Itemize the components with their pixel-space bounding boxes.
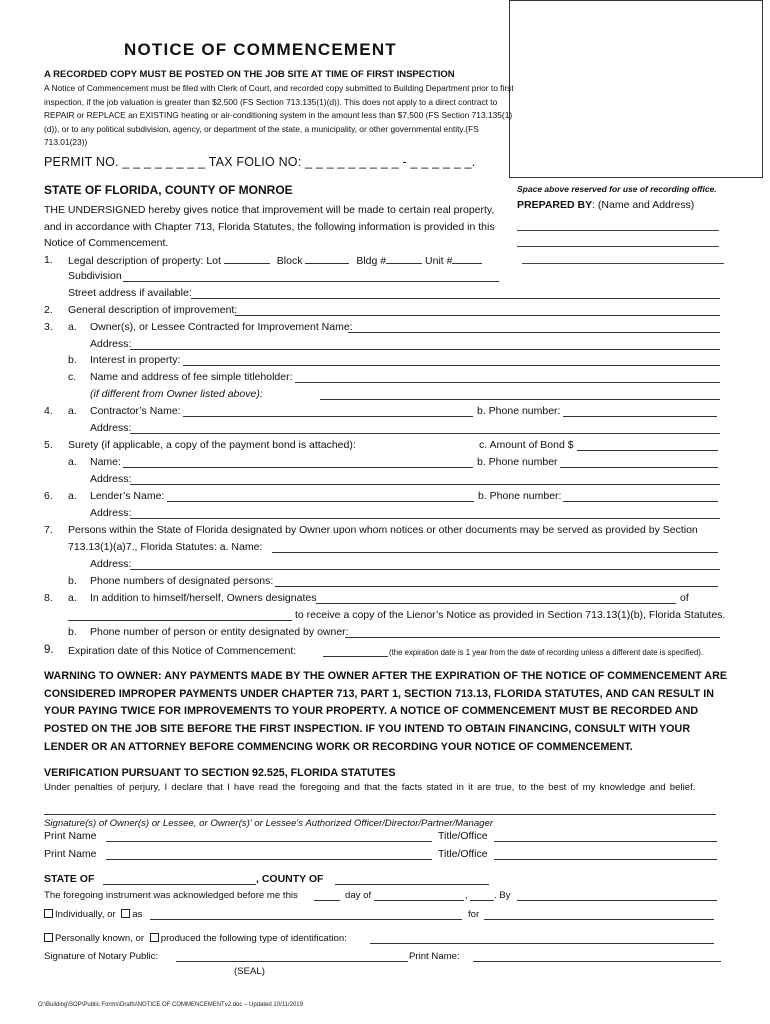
- legal-description-row: Legal description of property: Lot Block Bldg # Unit #: [68, 254, 482, 267]
- notary-print-name-field[interactable]: [473, 961, 721, 962]
- unit-field[interactable]: [452, 254, 482, 264]
- designated-phone-label: Phone number of person or entity designated by owner:: [90, 626, 349, 638]
- designated-name-label: 713.13(1)(a)7., Florida Statutes: a. Name:: [68, 541, 263, 553]
- title-office-field-2[interactable]: [494, 859, 717, 860]
- notary-county-field[interactable]: [335, 884, 489, 885]
- item-4a: a.: [68, 405, 77, 417]
- item-9-number: 9.: [44, 644, 54, 656]
- lienor-notice-recipient-field[interactable]: [68, 620, 292, 621]
- title-office-field-1[interactable]: [494, 841, 717, 842]
- item-7-number: 7.: [44, 524, 53, 536]
- item-8a: a.: [68, 592, 77, 604]
- prepared-by-line-3[interactable]: [522, 263, 724, 264]
- owner-address-label: Address:: [90, 338, 132, 350]
- contractor-name-label: Contractor’s Name:: [90, 405, 181, 417]
- identification-type-field[interactable]: [370, 943, 714, 944]
- acknowledged-year-field[interactable]: [470, 900, 494, 901]
- block-field[interactable]: [305, 254, 349, 264]
- subdivision-field[interactable]: [123, 281, 499, 282]
- interest-label: Interest in property:: [90, 354, 181, 366]
- item-5a: a.: [68, 456, 77, 468]
- personally-known-row: Personally known, or produced the following type of identification:: [44, 933, 347, 944]
- improvement-field[interactable]: [235, 315, 720, 316]
- expiration-label: Expiration date of this Notice of Commencement:: [68, 645, 297, 657]
- bldg-field[interactable]: [386, 254, 422, 264]
- lender-name-field[interactable]: [167, 501, 474, 502]
- street-address-label: Street address if available:: [68, 287, 192, 299]
- print-name-field-2[interactable]: [106, 859, 432, 860]
- individually-checkbox[interactable]: [44, 909, 53, 918]
- fee-simple-field[interactable]: [295, 382, 720, 383]
- as-capacity-field[interactable]: [150, 919, 462, 920]
- fee-simple-field-2[interactable]: [320, 399, 720, 400]
- designated-persons-text: Persons within the State of Florida designated by Owner upon whom notices or other documents may be served as provided by Section: [68, 524, 698, 536]
- owner-address-field[interactable]: [130, 349, 720, 350]
- acknowledged-by-field[interactable]: [517, 900, 717, 901]
- contractor-name-field[interactable]: [183, 416, 473, 417]
- for-label: for: [468, 909, 480, 920]
- notary-signature-label: Signature of Notary Public:: [44, 951, 159, 962]
- surety-label: Surety (if applicable, a copy of the payment bond is attached):: [68, 439, 356, 451]
- item-1-number: 1.: [44, 254, 53, 266]
- item-4-number: 4.: [44, 405, 53, 417]
- improvement-label: General description of improvement:: [68, 304, 238, 316]
- prepared-by-line-1[interactable]: [517, 230, 719, 231]
- reserved-space-note: Space above reserved for use of recording office.: [517, 184, 717, 194]
- fee-simple-label: Name and address of fee simple titleholder:: [90, 371, 293, 383]
- acknowledged-text: The foregoing instrument was acknowledged before me this: [44, 890, 298, 901]
- designated-phone-field[interactable]: [345, 637, 720, 638]
- bond-amount-field[interactable]: [577, 450, 718, 451]
- print-name-label-1: Print Name: [44, 830, 97, 842]
- notary-seal-label: (SEAL): [234, 966, 265, 977]
- item-3b: b.: [68, 354, 77, 366]
- lender-address-field[interactable]: [130, 518, 720, 519]
- prepared-by-line-2[interactable]: [517, 246, 719, 247]
- item-8-number: 8.: [44, 592, 53, 604]
- owner-signature-field[interactable]: [44, 814, 716, 815]
- item-5-number: 5.: [44, 439, 53, 451]
- personally-known-checkbox[interactable]: [44, 933, 53, 942]
- lienor-notice-text: to receive a copy of the Lienor’s Notice as provided in Section 713.13(1)(b), Florida Statutes.: [295, 609, 726, 621]
- acknowledged-by-label: . By: [494, 890, 511, 901]
- item-7b: b.: [68, 575, 77, 587]
- item-2-number: 2.: [44, 304, 53, 316]
- verification-statement: Under penalties of perjury, I declare that I have read the foregoing and that the facts stated in it are true, to the best of my knowledge and belief.: [44, 782, 696, 793]
- individually-row: Individually, or as: [44, 909, 142, 920]
- contractor-phone-label: b. Phone number:: [477, 405, 561, 417]
- designated-name-field[interactable]: [272, 552, 718, 553]
- contractor-phone-field[interactable]: [563, 416, 717, 417]
- item-6a: a.: [68, 490, 77, 502]
- day-of-label: day of: [345, 890, 372, 901]
- as-checkbox[interactable]: [121, 909, 130, 918]
- acknowledged-month-field[interactable]: [374, 900, 464, 901]
- owner-designates-field[interactable]: [316, 603, 676, 604]
- lender-address-label: Address:: [90, 507, 132, 519]
- owner-designates-label: In addition to himself/herself, Owners designates: [90, 592, 317, 604]
- form-title: NOTICE OF COMMENCEMENT: [124, 40, 397, 59]
- street-address-field[interactable]: [191, 298, 720, 299]
- item-3c: c.: [68, 371, 77, 383]
- notary-state-label: STATE OF: [44, 873, 95, 885]
- notary-print-name-label: Print Name:: [409, 951, 460, 962]
- acknowledged-day-field[interactable]: [314, 900, 340, 901]
- produced-id-checkbox[interactable]: [150, 933, 159, 942]
- for-entity-field[interactable]: [484, 919, 714, 920]
- prepared-by-label: PREPARED BY: (Name and Address): [517, 199, 695, 211]
- posting-requirement: A RECORDED COPY MUST BE POSTED ON THE JOB SITE AT TIME OF FIRST INSPECTION: [44, 69, 455, 80]
- item-3-number: 3.: [44, 321, 53, 333]
- designated-phones-label: Phone numbers of designated persons:: [90, 575, 274, 587]
- item-6-number: 6.: [44, 490, 53, 502]
- bond-amount-label: c. Amount of Bond $: [479, 439, 574, 451]
- designated-phones-field[interactable]: [275, 586, 718, 587]
- lender-phone-field[interactable]: [563, 501, 718, 502]
- designated-address-label: Address:: [90, 558, 132, 570]
- recording-office-box: [509, 0, 763, 178]
- surety-phone-label: b. Phone number: [477, 456, 558, 468]
- state-county-heading: STATE OF FLORIDA, COUNTY OF MONROE: [44, 183, 293, 197]
- lender-name-label: Lender’s Name:: [90, 490, 165, 502]
- contractor-address-field[interactable]: [130, 433, 720, 434]
- item-8b: b.: [68, 626, 77, 638]
- contractor-address-label: Address:: [90, 422, 132, 434]
- surety-phone-field[interactable]: [560, 467, 718, 468]
- intro-paragraph: A Notice of Commencement must be filed with Clerk of Court, and recorded copy submitted to Building Department prior to first inspection, if the job valuation is greater than $2,500 (FS Section 713.135(1)(d)). This does not apply to a direct contract to REPAIR or REPLACE an EXISTING heating or air-conditioning system in the amount less than $7,500 (FS Section 713.135(1)(d)), or to any political subdivision, agency, or department of the state, a municipality, or other governmental entity.(FS 713.01(23)): [44, 83, 514, 147]
- undersigned-paragraph: THE UNDERSIGNED hereby gives notice that improvement will be made to certain real property, and in accordance with Chapter 713, Florida Statutes, the following information is provided in this Notice of Commencement.: [44, 204, 495, 249]
- year-separator: ,: [465, 890, 468, 901]
- expiration-note: (the expiration date is 1 year from the date of recording unless a different date is specified).: [389, 648, 704, 657]
- notary-state-field[interactable]: [103, 884, 256, 885]
- lot-field[interactable]: [224, 254, 270, 264]
- title-office-label-1: Title/Office: [438, 830, 488, 842]
- notary-signature-field[interactable]: [176, 961, 408, 962]
- owner-designates-of: of: [680, 592, 689, 604]
- print-name-label-2: Print Name: [44, 848, 97, 860]
- designated-address-field[interactable]: [130, 569, 720, 570]
- lender-phone-label: b. Phone number:: [478, 490, 562, 502]
- print-name-field-1[interactable]: [106, 841, 432, 842]
- owner-name-label: Owner(s), or Lessee Contracted for Improvement Name:: [90, 321, 353, 333]
- surety-name-label: Name:: [90, 456, 121, 468]
- subdivision-label: Subdivision: [68, 270, 122, 282]
- signature-caption: Signature(s) of Owner(s) or Lessee, or Owner(s)' or Lessee's Authorized Officer/Director/Partner/Manager: [44, 818, 494, 829]
- surety-address-field[interactable]: [130, 484, 720, 485]
- verification-heading: VERIFICATION PURSUANT TO SECTION 92.525, FLORIDA STATUTES: [44, 767, 396, 779]
- title-office-label-2: Title/Office: [438, 848, 488, 860]
- permit-tax-folio-line[interactable]: PERMIT NO. _ _ _ _ _ _ _ _ TAX FOLIO NO: _ _ _ _ _ _ _ _ _ - _ _ _ _ _ _.: [44, 155, 476, 169]
- expiration-date-field[interactable]: [323, 656, 388, 657]
- item-3a: a.: [68, 321, 77, 333]
- document-path-footer: O:\Building\SOP\Public Forms\Drafts\NOTICE OF COMMENCEMENTv2.doc – Updated 10/11/2019: [38, 1002, 303, 1008]
- surety-name-field[interactable]: [123, 467, 473, 468]
- owner-name-field[interactable]: [348, 332, 720, 333]
- surety-address-label: Address:: [90, 473, 132, 485]
- warning-to-owner: WARNING TO OWNER: ANY PAYMENTS MADE BY THE OWNER AFTER THE EXPIRATION OF THE NOTICE OF COMMENCEMENT ARE CONSIDERED IMPROPER PAYMENTS UNDER CHAPTER 713, PART 1, SECTION 713.13, FLORIDA STATUTES, AND CAN RESULT IN YOUR PAYING TWICE FOR IMPROVEMENTS TO YOUR PROPERTY. A NOTICE OF COMMENCEMENT MUST BE RECORDED AND POSTED ON THE JOB SITE BEFORE THE FIRST INSPECTION. IF YOU INTEND TO OBTAIN FINANCING, CONSULT WITH YOUR LENDER OR AN ATTORNEY BEFORE COMMENCING WORK OR RECORDING YOUR NOTICE OF COMMENCEMENT.: [44, 670, 728, 753]
- notary-county-label: , COUNTY OF: [256, 873, 324, 885]
- fee-simple-note: (if different from Owner listed above):: [90, 388, 263, 400]
- interest-field[interactable]: [183, 365, 720, 366]
